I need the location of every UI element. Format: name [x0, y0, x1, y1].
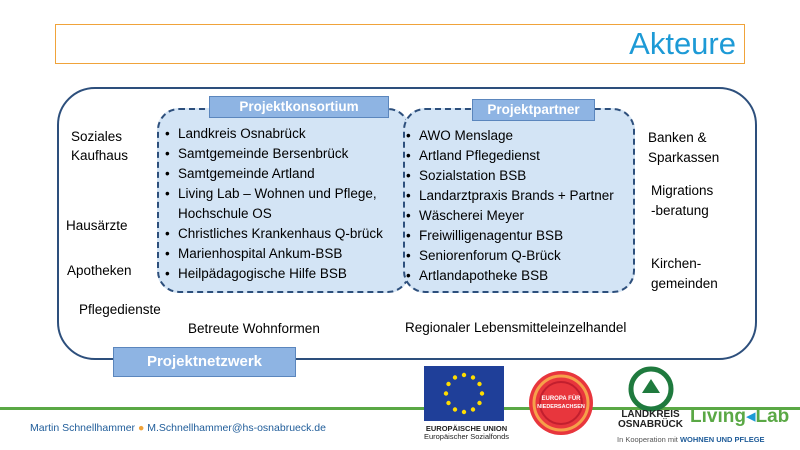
actor-soziales: Soziales [71, 129, 123, 144]
list-item-continuation: Hochschule OS [178, 206, 272, 221]
list-item: • Landkreis Osnabrück [165, 124, 383, 144]
actor-gemeinden: gemeinden [651, 276, 718, 291]
actor-sparkassen: Sparkassen [648, 150, 720, 165]
partner-list [406, 126, 614, 286]
eu-flag-icon [424, 366, 504, 421]
netzwerk-label: Projektnetzwerk [113, 347, 296, 377]
author-name: Martin Schnellhammer [30, 422, 136, 434]
list-item: • AWO Menslage [406, 126, 614, 146]
list-item: • Wäscherei Meyer [406, 206, 614, 226]
konsortium-list [165, 124, 383, 284]
kooperation-note [617, 435, 765, 444]
landkreis-caption [608, 410, 693, 430]
actor-pflegedienste: Pflegedienste [79, 302, 161, 317]
list-item: • Landarztpraxis Brands + Partner [406, 186, 614, 206]
eu-line1: EUROPÄISCHE UNION [425, 424, 508, 433]
actor-betreute-wohnformen: Betreute Wohnformen [188, 321, 320, 336]
list-item: • Christliches Krankenhaus Q-brück [165, 224, 383, 244]
list-item: • Freiwilligenagentur BSB [406, 226, 614, 246]
lk-line2: OSNABRÜCK [618, 419, 683, 430]
list-item: • Artlandapotheke BSB [406, 266, 614, 286]
title-box [55, 24, 745, 64]
footer-contact [30, 422, 326, 434]
konsortium-label: Projektkonsortium [209, 96, 389, 118]
koop-name: WOHNEN UND PFLEGE [679, 435, 765, 444]
eu-line2: Europäischer Sozialfonds [423, 432, 510, 441]
list-item: • Artland Pflegedienst [406, 146, 614, 166]
arrow-icon: ◂ [745, 406, 756, 427]
list-item: • Samtgemeinde Bersenbrück [165, 144, 383, 164]
partner-label: Projektpartner [472, 99, 595, 121]
actor-kaufhaus: Kaufhaus [71, 148, 129, 163]
nds-line2: NIEDERSACHSEN [537, 404, 585, 410]
author-email[interactable]: M.Schnellhammer@hs-osnabrueck.de [147, 422, 326, 434]
slide-title: Akteure [629, 26, 736, 61]
actor-migrations: Migrations [651, 183, 714, 198]
actor-lebensmittelhandel: Regionaler Lebensmitteleinzelhandel [405, 320, 627, 335]
list-item: • Samtgemeinde Artland [165, 164, 383, 184]
living-text: Living [690, 406, 746, 427]
actor-hausaerzte: Hausärzte [66, 218, 128, 233]
list-item: • Seniorenforum Q-Brück [406, 246, 614, 266]
list-item: • Living Lab – Wohnen und Pflege, [165, 184, 383, 204]
actor-banken: Banken & [648, 130, 707, 145]
koop-prefix: In Kooperation mit [617, 435, 678, 444]
actor-beratung: -beratung [651, 203, 709, 218]
lab-text: Lab [755, 406, 790, 427]
actor-kirchen: Kirchen- [651, 256, 702, 271]
nds-line1: EUROPA FÜR [541, 396, 581, 402]
living-lab-logo [690, 405, 789, 428]
actor-apotheken: Apotheken [67, 263, 132, 278]
niedersachsen-logo-icon [527, 369, 595, 437]
list-item: • Sozialstation BSB [406, 166, 614, 186]
lk-line1: LANDKREIS [621, 409, 680, 420]
list-item: • Marienhospital Ankum-BSB [165, 244, 383, 264]
list-item: • Heilpädagogische Hilfe BSB [165, 264, 383, 284]
eu-caption [419, 425, 514, 441]
separator-dot: ● [137, 422, 145, 434]
